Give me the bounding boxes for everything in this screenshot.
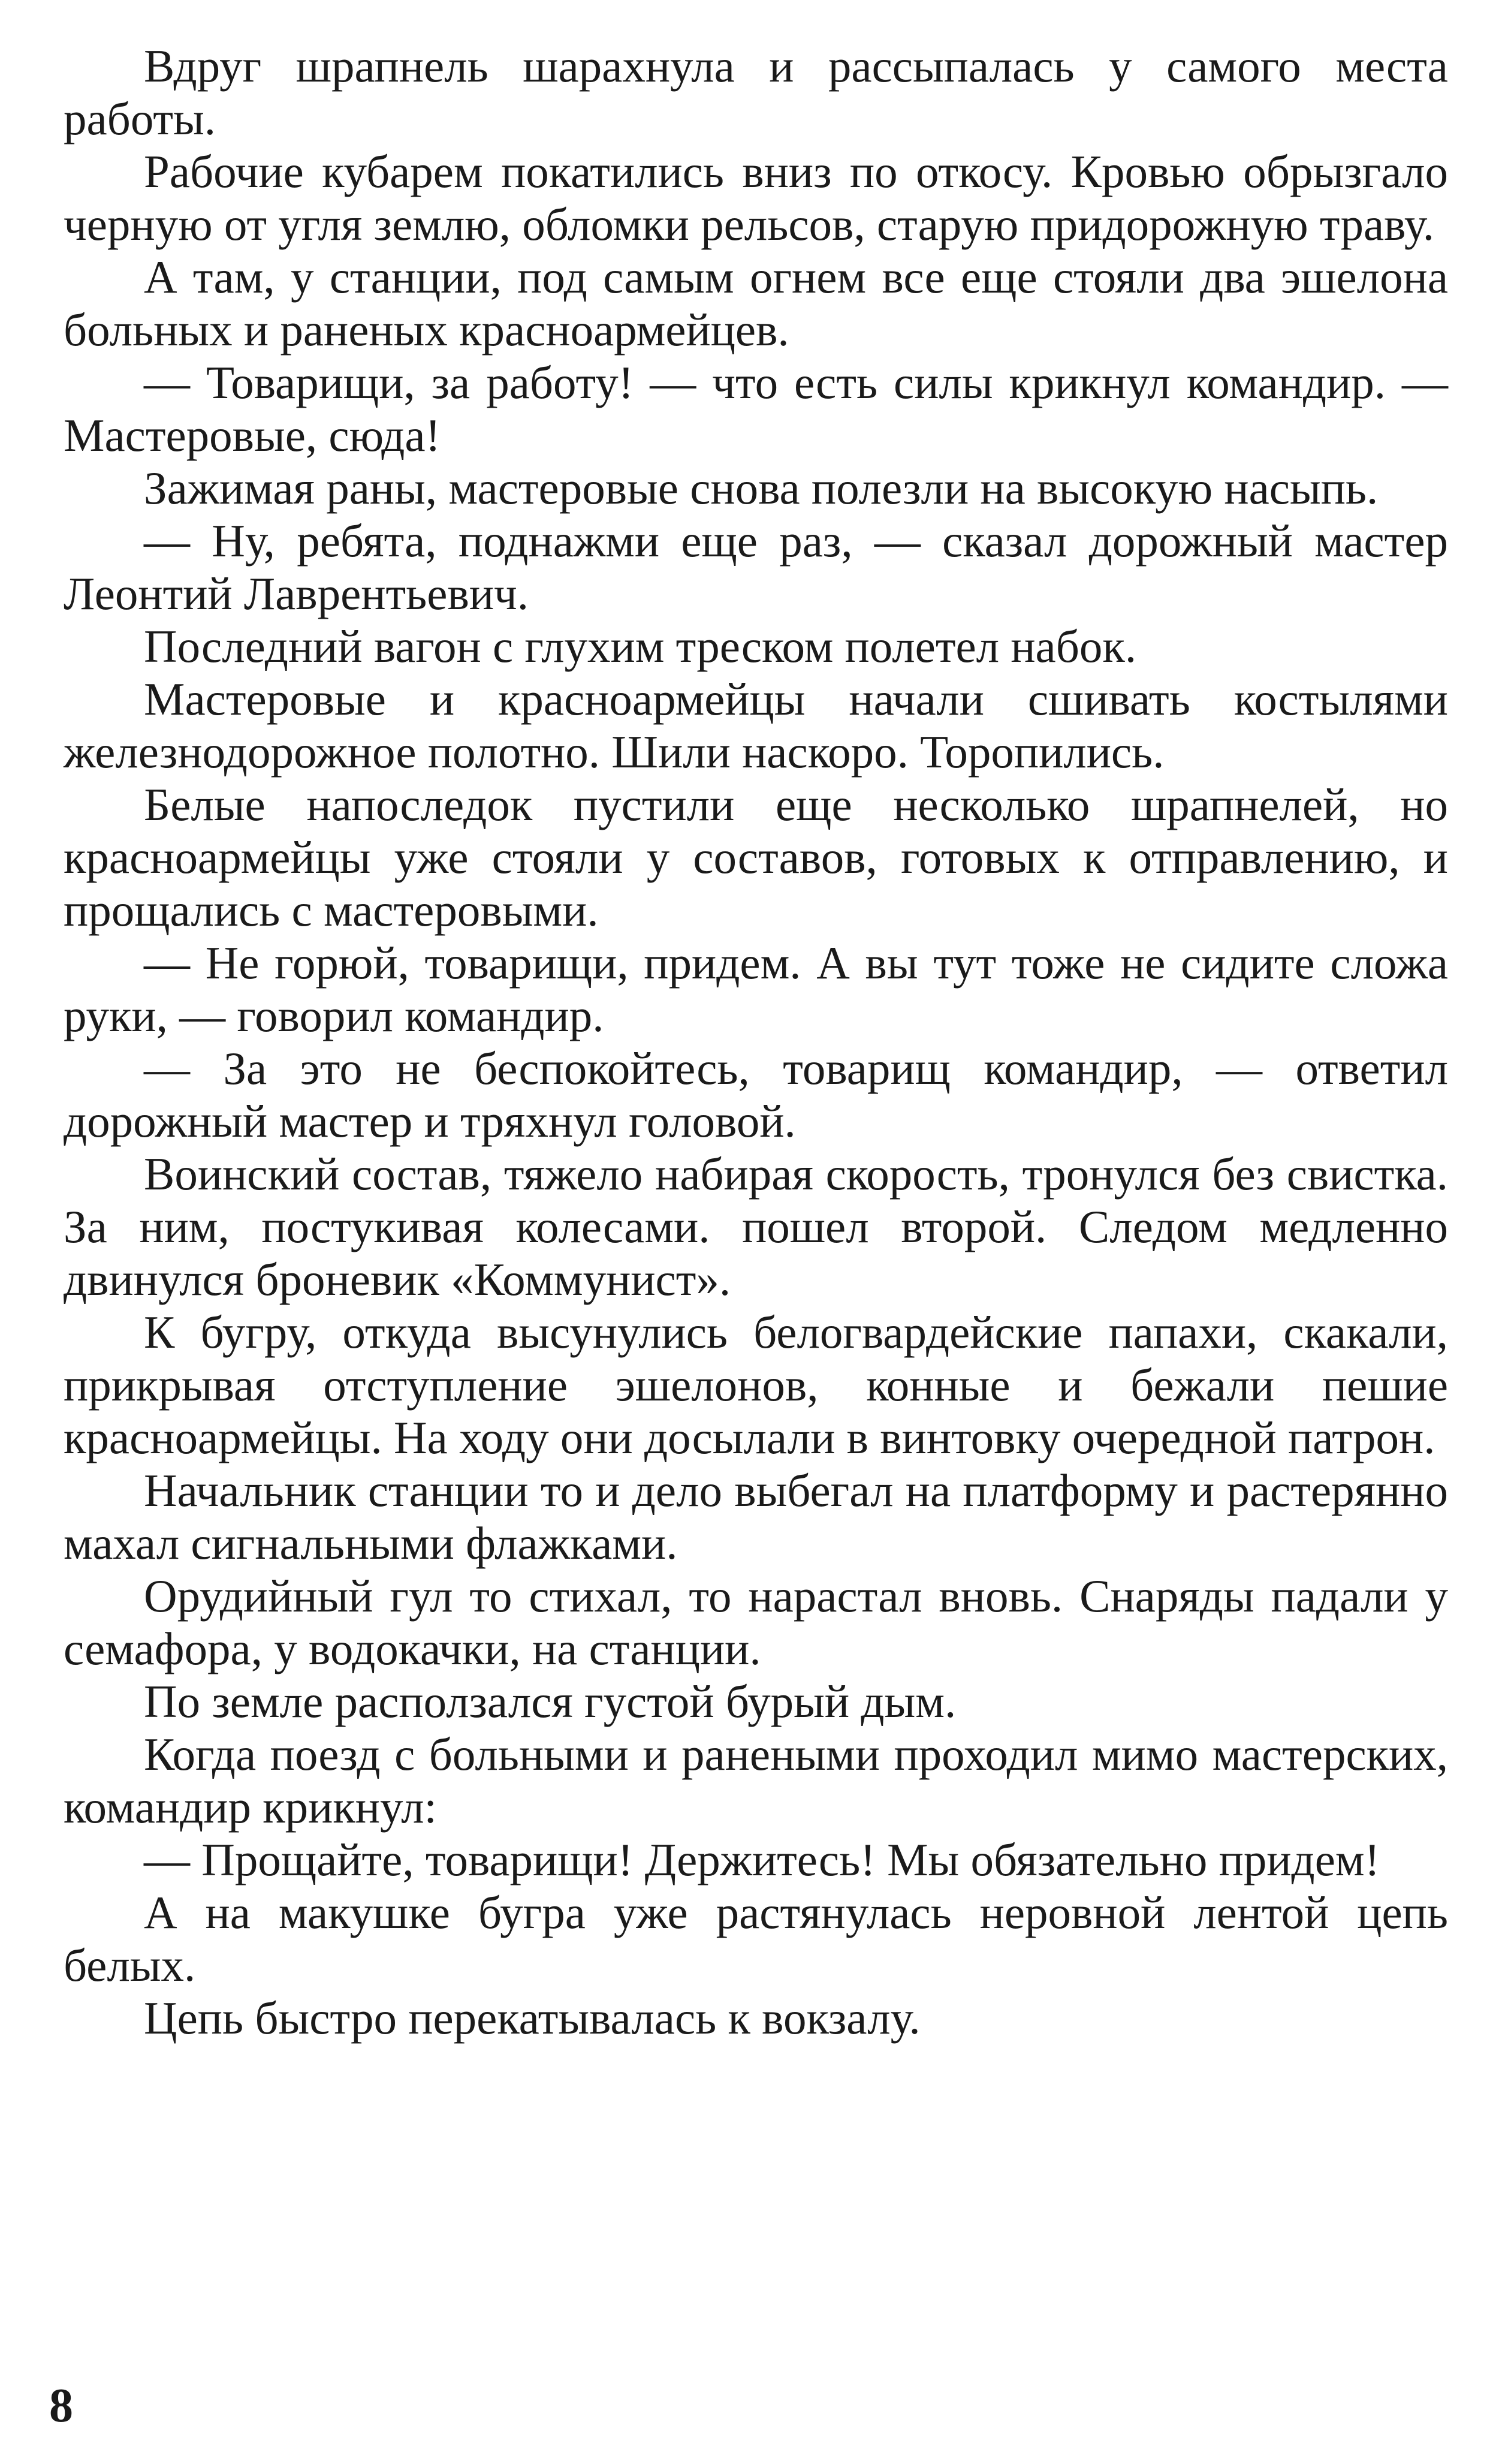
paragraph: Начальник станции то и дело выбегал на платформу и растерянно махал сигнальными флажками.	[64, 1465, 1448, 1569]
paragraph: Мастеровые и красноармейцы начали сшивать костылями железнодорожное полотно. Шили наскоро. Торопились.	[64, 673, 1448, 778]
paragraph: А на макушке бугра уже растянулась неровной лентой цепь белых.	[64, 1887, 1448, 1991]
page-text	[64, 40, 1448, 2044]
paragraph: Когда поезд с больными и ранеными проходил мимо мастерских, командир крикнул:	[64, 1728, 1448, 1833]
paragraph: — Не горюй, товарищи, придем. А вы тут тоже не сидите сложа руки, — говорил командир.	[64, 937, 1448, 1041]
paragraph: А там, у станции, под самым огнем все еще стояли два эшелона больных и раненых красноармейцев.	[64, 251, 1448, 356]
paragraph: Последний вагон с глухим треском полетел набок.	[144, 620, 1137, 672]
paragraph: — Ну, ребята, поднажми еще раз, — сказал дорожный мастер Леонтий Лаврентьевич.	[64, 515, 1448, 619]
paragraph: — За это не беспокойтесь, товарищ командир, — ответил дорожный мастер и тряхнул головой.	[64, 1043, 1448, 1147]
paragraph: По земле расползался густой бурый дым.	[144, 1676, 957, 1727]
paragraph: Зажимая раны, мастеровые снова полезли на высокую насыпь.	[144, 462, 1379, 514]
paragraph: Рабочие кубарем покатились вниз по откосу. Кровью обрызгало черную от угля землю, обломки рельсов, старую придорожную траву.	[64, 146, 1448, 250]
paragraph: — Прощайте, товарищи! Держитесь! Мы обязательно придем!	[144, 1834, 1380, 1885]
page-number: 8	[49, 2379, 73, 2432]
paragraph: К бугру, откуда высунулись белогвардейские папахи, скакали, прикрывая отступление эшелонов, конные и бежали пешие красноармейцы. На ходу они досылали в винтовку очередной патрон.	[64, 1306, 1448, 1463]
paragraph: Орудийный гул то стихал, то нарастал вновь. Снаряды падали у семафора, у водокачки, на станции.	[64, 1570, 1448, 1674]
paragraph: Цепь быстро перекатывалась к вокзалу.	[144, 1992, 921, 2044]
paragraph: Белые напоследок пустили еще несколько шрапнелей, но красноармейцы уже стояли у составов, готовых к отправлению, и прощались с мастеровыми.	[64, 779, 1448, 936]
paragraph: Вдруг шрапнель шарахнула и рассыпалась у самого места работы.	[64, 40, 1448, 144]
paragraph: Воинский состав, тяжело набирая скорость, тронулся без свистка. За ним, постукивая колесами. пошел второй. Следом медленно двинулся броневик «Коммунист».	[64, 1148, 1448, 1305]
paragraph: — Товарищи, за работу! — что есть силы крикнул командир. — Мастеровые, сюда!	[64, 357, 1448, 461]
